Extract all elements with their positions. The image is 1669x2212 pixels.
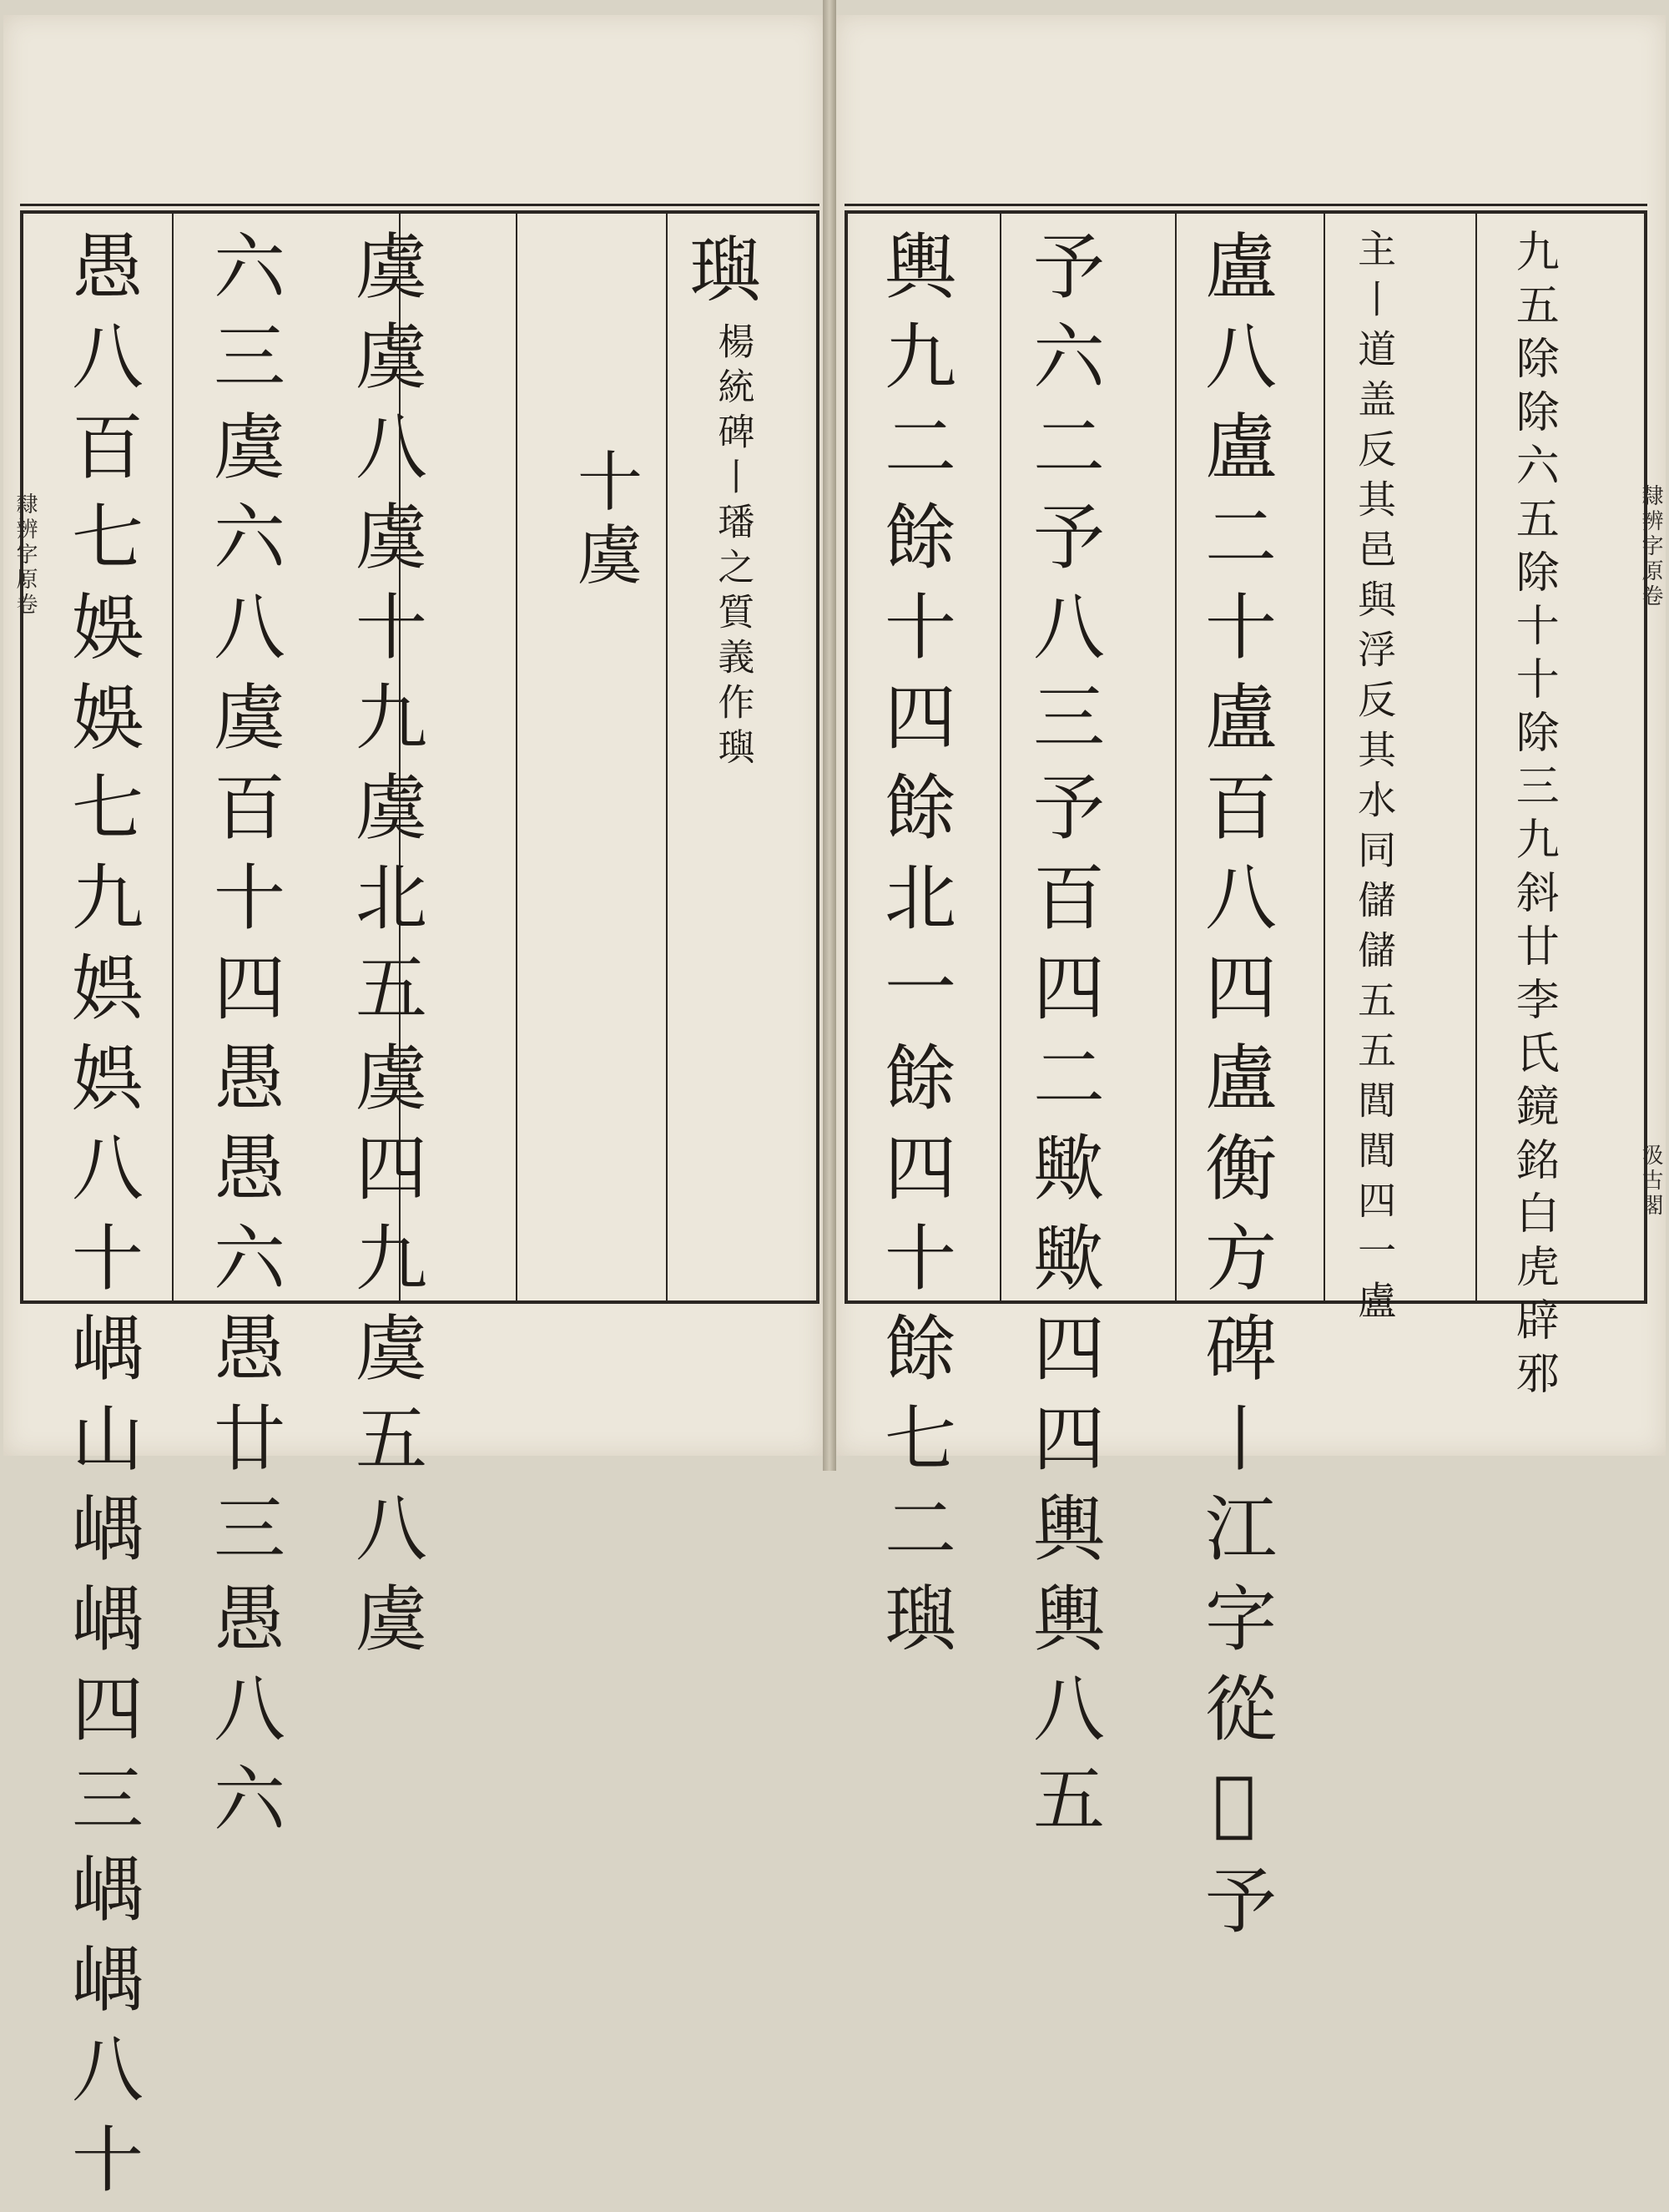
right-column-5: 九五除除六五除十十除三九斜廿李氏鏡銘白虎辟邪 bbox=[1508, 229, 1559, 1404]
top-border-right bbox=[845, 204, 1647, 206]
top-border-left bbox=[20, 204, 819, 206]
column-rule bbox=[516, 214, 517, 1300]
left-column-1: 愚八百七娛娛七九娯娯八十嵎山嵎嵎四三嵎嵎八十 bbox=[59, 229, 143, 2212]
left-column-entry: 璵 bbox=[677, 232, 760, 322]
right-frame bbox=[845, 210, 1647, 1953]
left-column-2: 六三虞六八虞百十四愚愚六愚廿三愚八六 bbox=[201, 229, 285, 1851]
column-rule bbox=[1000, 214, 1001, 1300]
left-column-heading: 十虞 bbox=[567, 447, 642, 594]
left-column-3: 虞虞八虞十九虞北五虞四九虞五八虞 bbox=[343, 229, 426, 1671]
column-rule bbox=[1324, 214, 1325, 1300]
right-column-2: 予六二予八三予百四二歟歟四四輿輿八五 bbox=[1021, 229, 1104, 1851]
left-frame bbox=[20, 210, 819, 2212]
right-column-4: 主丨道盖反其邑與浮反其水同儲儲五五閭閭四一盧 bbox=[1352, 229, 1398, 1331]
left-column-note: 楊統碑丨璠之質義作璵 bbox=[711, 322, 754, 773]
column-rule bbox=[172, 214, 174, 1300]
right-margin-bottom: 汲古閣 bbox=[1638, 1144, 1663, 1219]
right-column-1: 輿九二餘十四餘北一餘四十餘七二璵 bbox=[872, 229, 956, 1671]
right-margin-text: 隸辨字原卷 bbox=[1638, 484, 1663, 609]
left-margin-text: 隸辨字原卷 bbox=[13, 492, 38, 618]
column-rule bbox=[1175, 214, 1177, 1300]
column-rule bbox=[1475, 214, 1477, 1300]
book-gutter bbox=[823, 0, 836, 1471]
column-rule bbox=[666, 214, 668, 1300]
right-column-3: 盧八盧二十盧百八四盧衡方碑丨江字從𡭃予 bbox=[1193, 229, 1276, 1953]
